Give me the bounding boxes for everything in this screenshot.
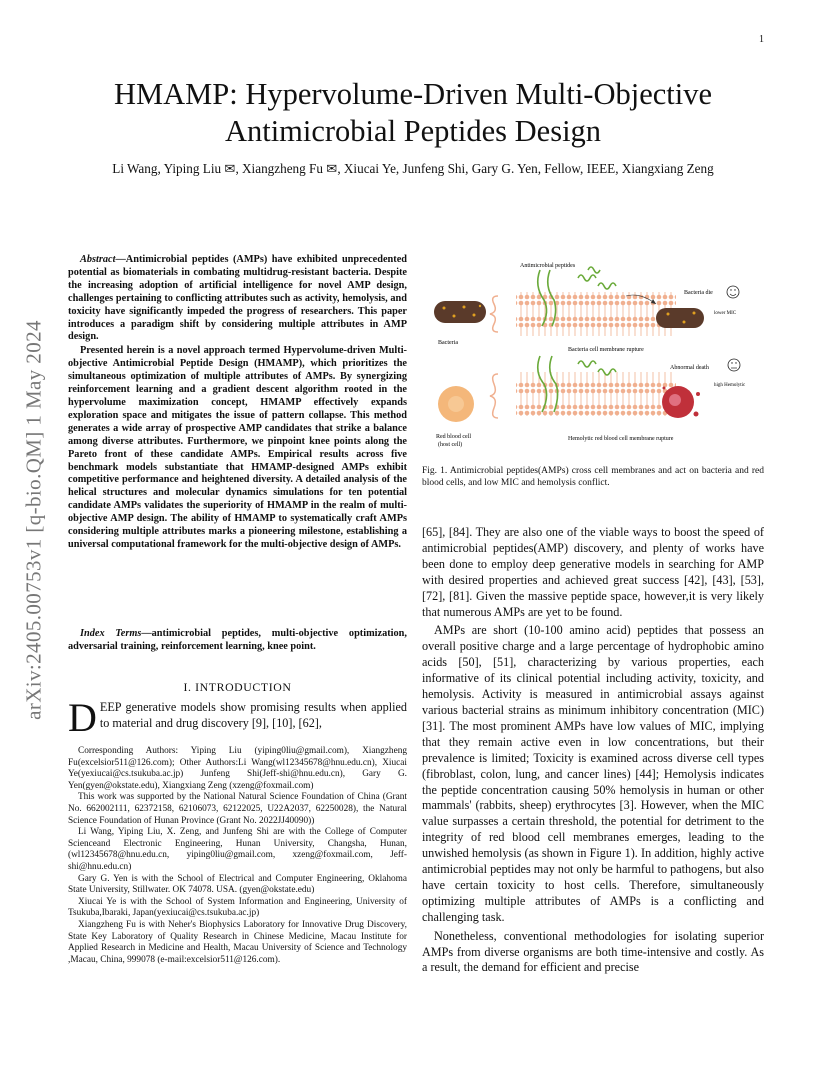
arxiv-watermark: [14, 240, 54, 800]
abstract: [68, 254, 407, 552]
label-bacteria-rupture: Bacteria cell membrane rupture: [568, 347, 644, 353]
body-paragraph: [65], [84]. They are also one of the viable ways to boost the speed of antimicrobial peptides(AMP) discovery, and plenty of works have been done to employ deep generative models in searching for AMP with desired properties and achieved great success [42], [43], [53], [72], [81]. Given the massive peptide space, however,it is very likely that numerous AMPs are yet to be found.: [422, 525, 764, 619]
footnote: This work was supported by the National Natural Science Foundation of China (Grant No. 662002111, 62372158, 62106073, 62122025, U22A2037, 62250028), the Natural Science Foundation of Hunan Province (Grant No. 2022JJ40090)): [68, 792, 407, 826]
dead-bacteria-icon: [656, 308, 704, 328]
label-lower-mic: lower MIC: [714, 311, 737, 316]
figure-caption: Fig. 1. Antimicrobial peptides(AMPs) cross cell membranes and act on bacteria and red blood cells, and low MIC and hemolysis conflict.: [422, 466, 764, 489]
footnote: Corresponding Authors: Yiping Liu (yiping0liu@gmail.com), Xiangzheng Fu(excelsior511@126.com); Other Authors:Li Wang(wl12345678@hnu.edu.cn), Xiucai Ye(yexiucai@cs.tsukuba.ac.jp) Junfeng Shi(Jeff-shi@hnu.edu.cn), Gary G. Yen(gyen@okstate.edu), Xiangxiang Zeng (xzeng@foxmail.com): [68, 746, 407, 791]
index-terms: Index Terms—antimicrobial peptides, multi-objective optimization, adversarial training, reinforcement learning, knee point.: [68, 628, 407, 652]
author-list: Li Wang, Yiping Liu ✉, Xiangzheng Fu ✉, Xiucai Ye, Junfeng Shi, Gary G. Yen, Fellow, IEEE, Xiangxiang Zeng: [112, 161, 714, 176]
label-bacteria: Bacteria: [438, 340, 458, 346]
ruptured-cell-icon: [662, 386, 700, 418]
neutral-face-icon: [728, 359, 740, 371]
label-abnormal-death: Abnormal death: [670, 365, 709, 371]
happy-face-icon: [727, 286, 739, 298]
body-paragraph: AMPs are short (10-100 amino acid) peptides that possess an overall positive charge and a large percentage of hydrophobic amino acids [50], [51], characterizing by various properties, each informative of its clinical potential including activity, toxicity, and hemolysis. Activity is measured in antimicrobial assays against various bacterial strains as minimum inhibitory concentration (MIC) [31]. The most prominent AMPs have low values of MIC, implying that they remain active even in low concentrations, but their prevalence is limited; Toxicity is examined across diverse cell types (fibroblast, colon, lung, and cancer lines) [44]; Hemolysis indicates the peptide concentration causing 50% hemolysis in human or other mammals' (rabbits, sheep) erythrocytes [3]. However, when the MIC value surpasses a certain threshold, the potential for detriment to the integrity of red blood cell membranes emerges, leading to the unwished hemolysis (as shown in Figure 1). In addition, highly active antimicrobial peptides may not only be harmful to pathogens, but also have certain toxicity to host cells. Therefore, simultaneously optimizing multiple attributes of AMPs is a conflicting and challenging task.: [422, 623, 764, 924]
footnotes: [68, 746, 407, 966]
label-antimicrobial-peptides: Antimicrobial peptides: [520, 263, 576, 269]
figure-amp-mechanism: [428, 256, 764, 456]
label-hemolytic-rupture: Hemolytic red blood cell membrane rupture: [568, 436, 674, 442]
abstract-paragraph-2: Presented herein is a novel approach termed Hypervolume-driven Multi-objective Antimicrobial Peptide Design (HMAMP), which prioritizes the simultaneous optimization of multiple attributes of AMPs. By synergizing reinforcement learning and a gradient descent algorithm rooted in the hypervolume maximization concept, HMAMP effectively expands exploration space and mitigates the issue of pattern collapse. This method generates a wide array of prospective AMP candidates that strike a balance among diverse attributes. Furthermore, we pinpoint knee points along the Pareto front of these candidate AMPs. Empirical results across five benchmark models substantiate that HMAMP-designed AMPs exhibit competitive performance and heightened diversity. A detailed analysis of the helical structures and molecular dynamics simulations for ten potential candidate AMPs validates the superiority of HMAMP in the realm of multi-objective AMP design. The ability of HMAMP to systematically craft AMPs considering multiple attributes marks a pioneering milestone, establishing a universal computational framework for the multi-objective design of AMPs.: [68, 345, 407, 550]
abstract-paragraph-1: Abstract—Antimicrobial peptides (AMPs) have exhibited unprecedented potential as biomaterials in combating multidrug-resistant bacteria. Despite the increasing adoption of artificial intelligence for novel AMP design, challenges pertaining to conflicting attributes such as activity, hemolysis, and toxicity have significantly impeded the progress of researchers. This paper introduces a paradigm shift by considering multiple attributes in AMP design.: [68, 254, 407, 343]
page-number: 1: [759, 34, 764, 45]
section-heading: I. INTRODUCTION: [183, 680, 292, 694]
right-column-text: [422, 525, 764, 976]
label-bacteria-die: Bacteria die: [684, 290, 713, 296]
red-blood-cell-icon: [438, 386, 474, 422]
index-terms-label: Index Terms: [80, 628, 142, 639]
paper-title: HMAMP: Hypervolume-Driven Multi-Objective Antimicrobial Peptides Design: [113, 77, 713, 148]
bacteria-icon: [434, 301, 486, 323]
label-red-blood-cell: Red blood cell: [436, 434, 471, 440]
arxiv-id: arXiv:2405.00753v1 [q-bio.QM] 1 May 2024: [21, 320, 46, 720]
drop-cap: D: [68, 695, 97, 740]
abstract-label: Abstract: [80, 254, 116, 265]
intro-paragraph: DEEP generative models show promising results when applied to material and drug discovery [9], [10], [62],: [68, 695, 407, 740]
footnote: Gary G. Yen is with the School of Electrical and Computer Engineering, Oklahoma State University, Stillwater. OK 74078. USA. (gyen@okstate.edu): [68, 873, 407, 896]
footnote: Li Wang, Yiping Liu, X. Zeng, and Junfeng Shi are with the College of Computer Scienceand Electronic Engineering, Hunan University, Changsha, Hunan, (wl12345678@hnu.edu.cn, yiping0liu@gmail.com, xzeng@foxmail.com, Jeff-shi@hnu.edu.cn): [68, 827, 407, 872]
label-host-cell: (host cell): [438, 442, 463, 448]
footnote: Xiangzheng Fu is with Neher's Biophysics Laboratory for Innovative Drug Discovery, State Key Laboratory of Quality Research in Chinese Medicine, Macau Institute for Applied Research in Medicine and Health, Macau University of Science and Technology ,Macau, China, 999078 (e-mail:excelsior511@126.com).: [68, 919, 407, 965]
label-high-hemolytic: high Hemolytic: [714, 383, 746, 388]
body-paragraph: Nonetheless, conventional methodologies for isolating superior AMPs from diverse organisms are both time-intensive and costly. As a result, the demand for efficient and precise: [422, 928, 764, 975]
footnote: Xiucai Ye is with the School of System Information and Engineering, University of Tsukuba,Ibaraki, Japan(yexiucai@cs.tsukuba.ac.jp): [68, 896, 407, 919]
